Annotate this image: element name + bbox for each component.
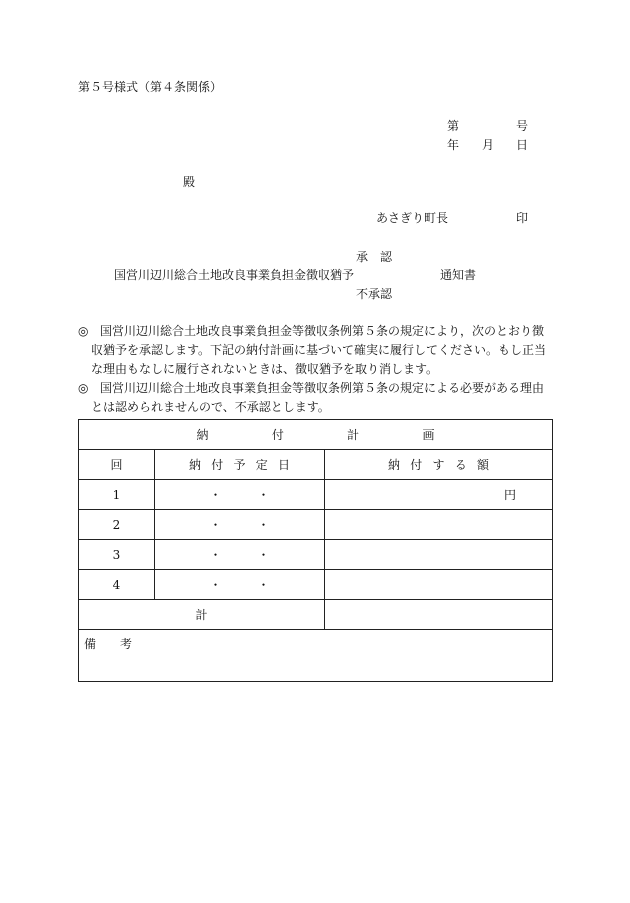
date-year: 年 bbox=[447, 138, 460, 152]
bullet-mark: ◎ bbox=[78, 324, 89, 338]
bullet-mark: ◎ bbox=[78, 381, 89, 395]
header-round: 回 bbox=[79, 450, 155, 480]
issuer-name: あさぎり町長 bbox=[376, 211, 449, 225]
table-row bbox=[79, 510, 553, 540]
header-char: 付 bbox=[211, 457, 224, 472]
header-amount bbox=[325, 450, 553, 480]
title-char: 画 bbox=[422, 427, 435, 442]
title-disapprove: 不承認 bbox=[356, 287, 393, 301]
date-dot: ・ bbox=[257, 547, 270, 562]
header-char: 定 bbox=[255, 457, 268, 472]
row-date bbox=[155, 570, 325, 600]
date-dot: ・ bbox=[257, 577, 270, 592]
table-row bbox=[79, 570, 553, 600]
disapproval-paragraph bbox=[78, 379, 552, 417]
header-char: 日 bbox=[277, 457, 290, 472]
header-date bbox=[155, 450, 325, 480]
number-go: 号 bbox=[516, 119, 529, 133]
title-char: 計 bbox=[347, 427, 360, 442]
header-char: る bbox=[454, 457, 467, 472]
row-amount bbox=[325, 570, 553, 600]
payment-plan-table bbox=[78, 419, 553, 682]
title-approve: 承 認 bbox=[356, 250, 393, 264]
form-header: 第５号様式（第４条関係） bbox=[78, 80, 223, 94]
remarks-row bbox=[79, 630, 553, 682]
date-dot: ・ bbox=[209, 577, 222, 592]
date-dot: ・ bbox=[257, 517, 270, 532]
table-title bbox=[79, 420, 553, 450]
total-row bbox=[79, 600, 553, 630]
approval-text: 国営川辺川総合土地改良事業負担金等徴収条例第５条の規定により，次のとおり徴収猶予を承認します。下記の納付計画に基づいて確実に履行してください。もし正当な理由もなしに履行されないときは、徴収猶予を取り消します。 bbox=[91, 324, 547, 376]
addressee-suffix: 殿 bbox=[183, 175, 196, 189]
header-char: 付 bbox=[410, 457, 423, 472]
row-date bbox=[155, 540, 325, 570]
date-day: 日 bbox=[516, 138, 529, 152]
row-amount bbox=[325, 540, 553, 570]
title-notice: 通知書 bbox=[440, 268, 477, 282]
row-number: 4 bbox=[79, 570, 155, 600]
row-amount bbox=[325, 510, 553, 540]
date-dot: ・ bbox=[209, 487, 222, 502]
header-row bbox=[79, 450, 553, 480]
total-amount bbox=[325, 600, 553, 630]
approval-paragraph bbox=[78, 322, 552, 379]
number-dai: 第 bbox=[447, 119, 460, 133]
header-char: 納 bbox=[388, 457, 401, 472]
disapproval-text: 国営川辺川総合土地改良事業負担金等徴収条例第５条の規定による必要がある理由とは認められませんので、不承認とします。 bbox=[91, 381, 545, 414]
header-char: す bbox=[432, 457, 445, 472]
date-dot: ・ bbox=[209, 517, 222, 532]
title-subject: 国営川辺川総合土地改良事業負担金徴収猶予 bbox=[114, 268, 355, 282]
row-date bbox=[155, 510, 325, 540]
row-number: 3 bbox=[79, 540, 155, 570]
title-char: 付 bbox=[271, 427, 284, 442]
table-title-row bbox=[79, 420, 553, 450]
issuer-seal: 印 bbox=[516, 211, 529, 225]
date-dot: ・ bbox=[257, 487, 270, 502]
row-date bbox=[155, 480, 325, 510]
title-char: 納 bbox=[196, 427, 209, 442]
header-char: 納 bbox=[189, 457, 202, 472]
table-row bbox=[79, 540, 553, 570]
date-dot: ・ bbox=[209, 547, 222, 562]
total-label: 計 bbox=[79, 600, 325, 630]
date-month: 月 bbox=[482, 138, 495, 152]
header-char: 予 bbox=[233, 457, 246, 472]
row-number: 2 bbox=[79, 510, 155, 540]
table-row bbox=[79, 480, 553, 510]
row-amount: 円 bbox=[325, 480, 553, 510]
row-number: 1 bbox=[79, 480, 155, 510]
header-char: 額 bbox=[476, 457, 489, 472]
remarks-label: 備 考 bbox=[79, 630, 553, 682]
